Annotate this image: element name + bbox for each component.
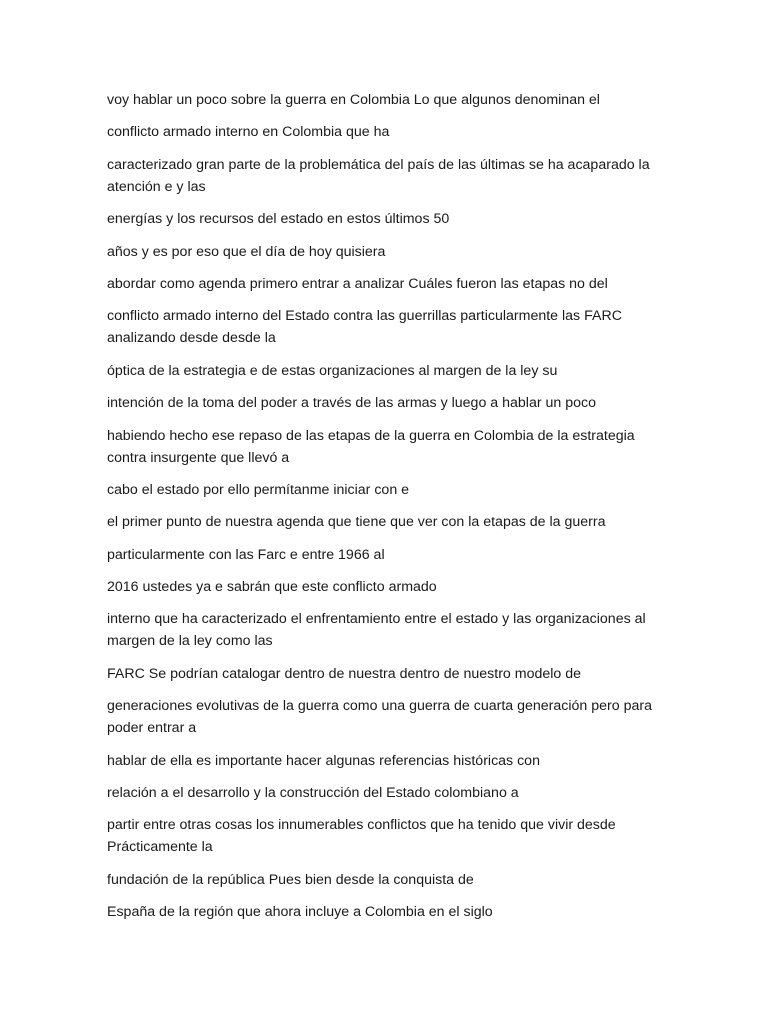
paragraph: España de la región que ahora incluye a Colombia en el siglo xyxy=(107,904,493,921)
transcript-body xyxy=(107,89,672,934)
paragraph: fundación de la república Pues bien desde la conquista de xyxy=(107,871,474,888)
paragraph: voy hablar un poco sobre la guerra en Colombia Lo que algunos denominan el xyxy=(107,92,600,108)
paragraph: interno que ha caracterizado el enfrentamiento entre el estado y las organizaciones al margen de la ley como las xyxy=(107,611,646,650)
paragraph: habiendo hecho ese repaso de las etapas de la guerra en Colombia de la estrategia contra insurgente que llevó a xyxy=(107,427,635,466)
paragraph: años y es por eso que el día de hoy quisiera xyxy=(107,243,386,260)
paragraph: caracterizado gran parte de la problemática del país de las últimas se ha acaparado la atención e y las xyxy=(107,156,650,195)
paragraph: cabo el estado por ello permítanme iniciar con e xyxy=(107,481,410,498)
paragraph: FARC Se podrían catalogar dentro de nuestra dentro de nuestro modelo de xyxy=(107,665,582,682)
paragraph: conflicto armado interno en Colombia que ha xyxy=(107,124,390,141)
paragraph: conflicto armado interno del Estado contra las guerrillas particularmente las FARC analizando desde desde la xyxy=(107,308,622,347)
paragraph: energías y los recursos del estado en estos últimos 50 xyxy=(107,211,450,228)
paragraph: hablar de ella es importante hacer algunas referencias históricas con xyxy=(107,752,540,769)
paragraph: óptica de la estrategia e de estas organizaciones al margen de la ley su xyxy=(107,362,558,379)
paragraph: 2016 ustedes ya e sabrán que este conflicto armado xyxy=(107,579,437,596)
paragraph: abordar como agenda primero entrar a analizar Cuáles fueron las etapas no del xyxy=(107,275,608,292)
paragraph: relación a el desarrollo y la construcción del Estado colombiano a xyxy=(107,785,519,802)
paragraph: el primer punto de nuestra agenda que tiene que ver con la etapas de la guerra xyxy=(107,514,606,531)
paragraph: intención de la toma del poder a través de las armas y luego a hablar un poco xyxy=(107,395,596,412)
paragraph: generaciones evolutivas de la guerra como una guerra de cuarta generación pero para poder entrar a xyxy=(107,698,652,737)
paragraph: partir entre otras cosas los innumerables conflictos que ha tenido que vivir desde Prácticamente la xyxy=(107,817,616,856)
paragraph: particularmente con las Farc e entre 1966 al xyxy=(107,546,385,563)
